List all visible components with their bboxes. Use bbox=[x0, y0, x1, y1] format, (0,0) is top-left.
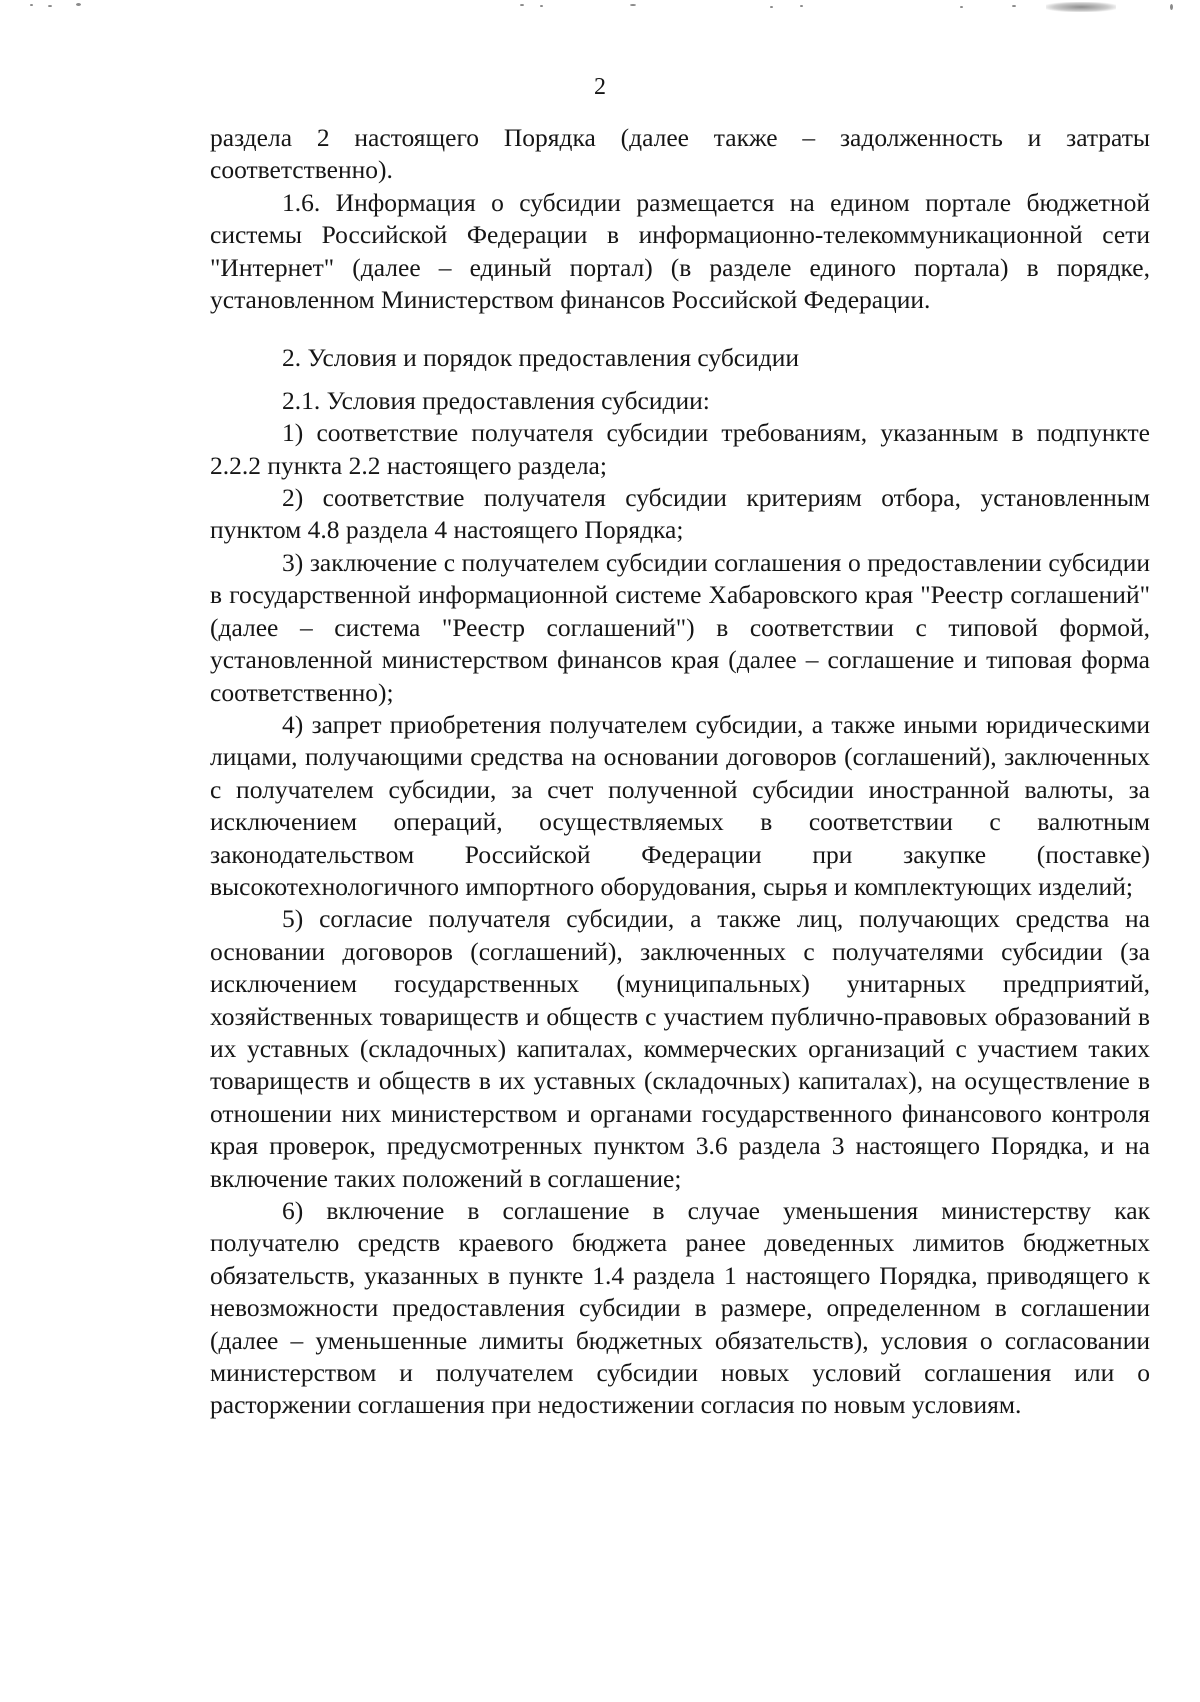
list-item-1: 1) соответствие получателя субсидии требованиям, указанным в подпункте 2.2.2 пункта 2.2 настоящего раздела; bbox=[210, 418, 1150, 480]
paragraph-1-6: 1.6. Информация о субсидии размещается на едином портале бюджетной системы Российской Федерации в информационно-телекоммуникационной сети "Интернет" (далее – единый портал) (в разделе единого портала) в порядке, установленном Министерством финансов Российской Федерации. bbox=[210, 187, 1150, 315]
paragraph-continuation: раздела 2 настоящего Порядка (далее также – задолженность и затраты соответственно). bbox=[210, 123, 1150, 185]
scan-artifacts bbox=[0, 0, 1200, 18]
list-item-5: 5) согласие получателя субсидии, а также лиц, получающих средства на основании договоров (соглашений), заключенных с получателями субсидии (за исключением государственных (муниципальных) унитарных предприятий, хозяйственных товариществ и обществ с участием публично-правовых образований в их уставных (складочных) капиталах, коммерческих организаций с участием таких товариществ и обществ в их уставных (складочных) капиталах), на осуществление в отношении них министерством и органами государственного финансового контроля края проверок, предусмотренных пунктом 3.6 раздела 3 настоящего Порядка, и на включение таких положений в соглашение; bbox=[210, 904, 1150, 1193]
list-item-2: 2) соответствие получателя субсидии критериям отбора, установленным пунктом 4.8 раздела 4 настоящего Порядка; bbox=[210, 483, 1150, 545]
list-item-6: 6) включение в соглашение в случае уменьшения министерству как получателю средств краевого бюджета ранее доведенных лимитов бюджетных обязательств, указанных в пункте 1.4 раздела 1 настоящего Порядка, приводящего к невозможности предоставления субсидии в размере, определенном в соглашении (далее – уменьшенные лимиты бюджетных обязательств), условия о согласовании министерством и получателем субсидии новых условий соглашения или о расторжении соглашения при недостижении согласия по новым условиям. bbox=[210, 1196, 1150, 1420]
document-body bbox=[210, 122, 1150, 1422]
list-item-4: 4) запрет приобретения получателем субсидии, а также иными юридическими лицами, получающими средства на основании договоров (соглашений), заключенных с получателем субсидии, за счет полученной субсидии иностранной валюты, за исключением операций, осуществляемых в соответствии с валютным законодательством Российской Федерации при закупке (поставке) высокотехнологичного импортного оборудования, сырья и комплектующих изделий; bbox=[210, 709, 1150, 901]
list-item-3: 3) заключение с получателем субсидии соглашения о предоставлении субсидии в государственной информационной системе Хабаровского края "Реестр соглашений" (далее – система "Реестр соглашений") в соответствии с типовой формой, установленной министерством финансов края (далее – соглашение и типовая форма соответственно); bbox=[210, 547, 1150, 707]
page-number: 2 bbox=[594, 74, 606, 100]
section-heading-2: 2. Условия и порядок предоставления субсидии bbox=[282, 343, 800, 373]
paragraph-2-1: 2.1. Условия предоставления субсидии: bbox=[282, 385, 710, 415]
